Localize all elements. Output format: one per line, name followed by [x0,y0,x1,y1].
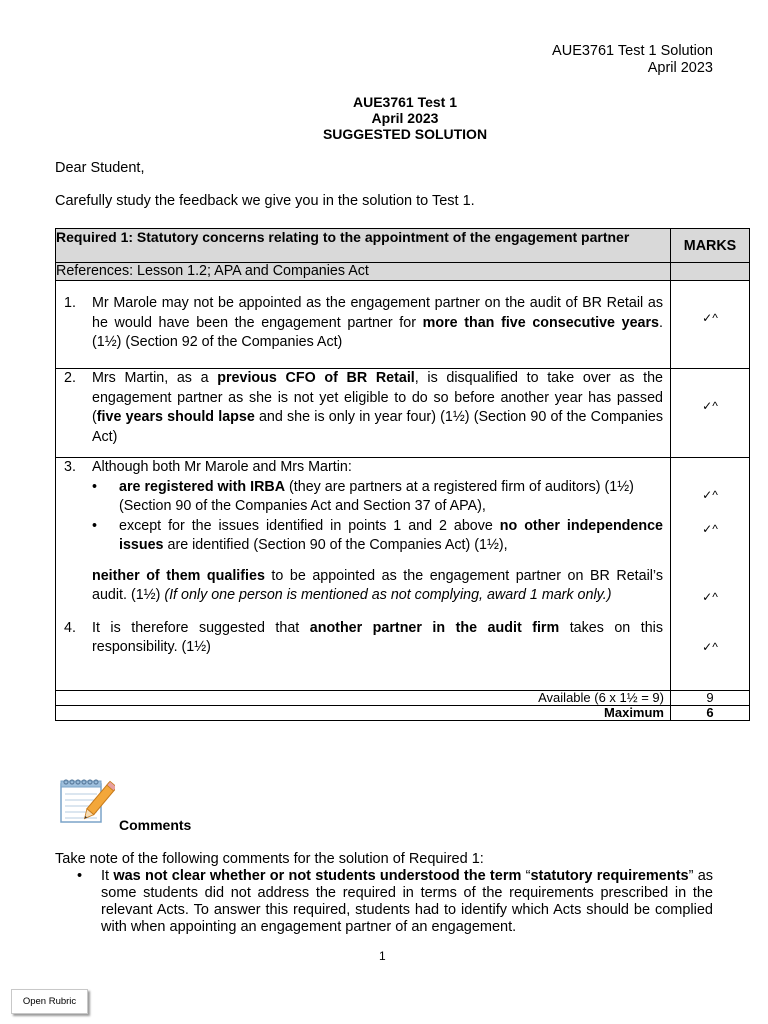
marks-heading: MARKS [671,229,750,263]
tick-mark: ✓^ [702,522,718,536]
references-marks-cell [671,263,750,281]
tick-mark: ✓^ [702,488,718,502]
tick-mark: ✓^ [702,311,718,325]
page-number: 1 [379,949,386,963]
comments-bullet [77,868,713,936]
item-3-lead: Although both Mr Marole and Mrs Martin: [92,459,352,475]
comments-intro: Take note of the following comments for the solution of Required 1: [55,851,484,867]
item-1-text: Mr Marole may not be appointed as the engagement partner on the audit of BR Retail as he would have been the engagement partner for more than five consecutive years. (1½) (Section 92 of the Companies Act) [92,295,663,350]
comments-heading: Comments [119,817,192,833]
item-2-number: 2. [64,370,76,386]
item-2-cell [56,369,671,458]
available-row [56,691,750,706]
table-row [56,369,750,458]
maximum-label: Maximum [56,706,671,721]
item-3-4-cell [56,458,671,691]
item-1-mark-cell [671,281,750,369]
comments-bullet-text: It was not clear whether or not students understood the term “statutory requirements” as some students did not address the required in terms of the requirements prescribed in the relevant Acts. To answer this required, students had to identify which Acts should be complied with when appointing an engagement partner of an engagement. [101,868,714,935]
references-row: References: Lesson 1.2; APA and Companies Act [56,263,671,281]
item-4-text: It is therefore suggested that another partner in the audit firm takes on this responsibility. (1½) [92,619,663,655]
required-heading: Required 1: Statutory concerns relating to the appointment of the engagement partner [56,229,671,263]
open-rubric-button[interactable]: Open Rubric [11,989,88,1014]
item-3-4-mark-cell [671,458,750,691]
greeting: Dear Student, [55,160,145,176]
list-item: • are registered with IRBA (they are partners at a registered firm of auditors) (1½) (Section 90 of the Companies Act and Section 37 of APA), [92,478,634,514]
table-row [56,458,750,691]
header-date: April 2023 [647,60,713,76]
item-1-cell [56,281,671,369]
title-line-2: April 2023 [371,110,439,126]
item-3-bullets [92,478,663,556]
intro-text: Carefully study the feedback we give you in the solution to Test 1. [55,193,475,209]
bullet-dot: • [77,868,83,884]
item-2-text: Mrs Martin, as a previous CFO of BR Retail, is disqualified to take over as the engagement partner as she is not yet eligible to do so before another year has passed (five years should lapse and she is only in year four) (1½) (Section 90 of the Companies Act) [92,370,664,445]
tick-mark: ✓^ [702,590,718,604]
maximum-row [56,706,750,721]
solution-table [55,228,750,721]
tick-mark: ✓^ [702,399,718,413]
title-line-3: SUGGESTED SOLUTION [322,126,488,142]
item-3-conclusion: neither of them qualifies to be appointed as the engagement partner on BR Retail’s audit. (1½) (If only one person is mentioned as not complying, award 1 mark only.) [92,567,663,603]
item-2-mark-cell [671,369,750,458]
available-label: Available (6 x 1½ = 9) [56,691,671,706]
list-item: • except for the issues identified in points 1 and 2 above no other independence issues are identified (Section 90 of the Companies Act) (1½), [92,517,663,553]
header-course: AUE3761 Test 1 Solution [552,43,713,59]
item-1-number: 1. [64,295,76,311]
item-4-number: 4. [64,619,76,636]
table-row [56,281,750,369]
title-line-1: AUE3761 Test 1 [352,94,457,110]
page-header [552,43,713,77]
maximum-value: 6 [671,706,750,721]
available-value: 9 [671,691,750,706]
document-title [0,94,768,142]
tick-mark: ✓^ [702,640,718,654]
item-3-number: 3. [64,459,76,475]
notepad-pencil-icon [57,778,115,828]
